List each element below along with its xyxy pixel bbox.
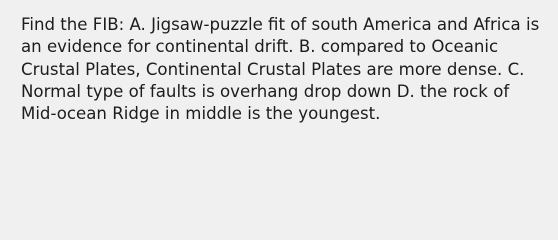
question-text: Find the FIB: A. Jigsaw-puzzle fit of south America and Africa is an evidence for continental drift. B. compared to Oceanic Crustal Plates, Continental Crustal Plates are more dense. C. Normal type of faults is overhang drop down D. the rock of Mid-ocean Ridge in middle is the youngest. [21, 15, 540, 124]
